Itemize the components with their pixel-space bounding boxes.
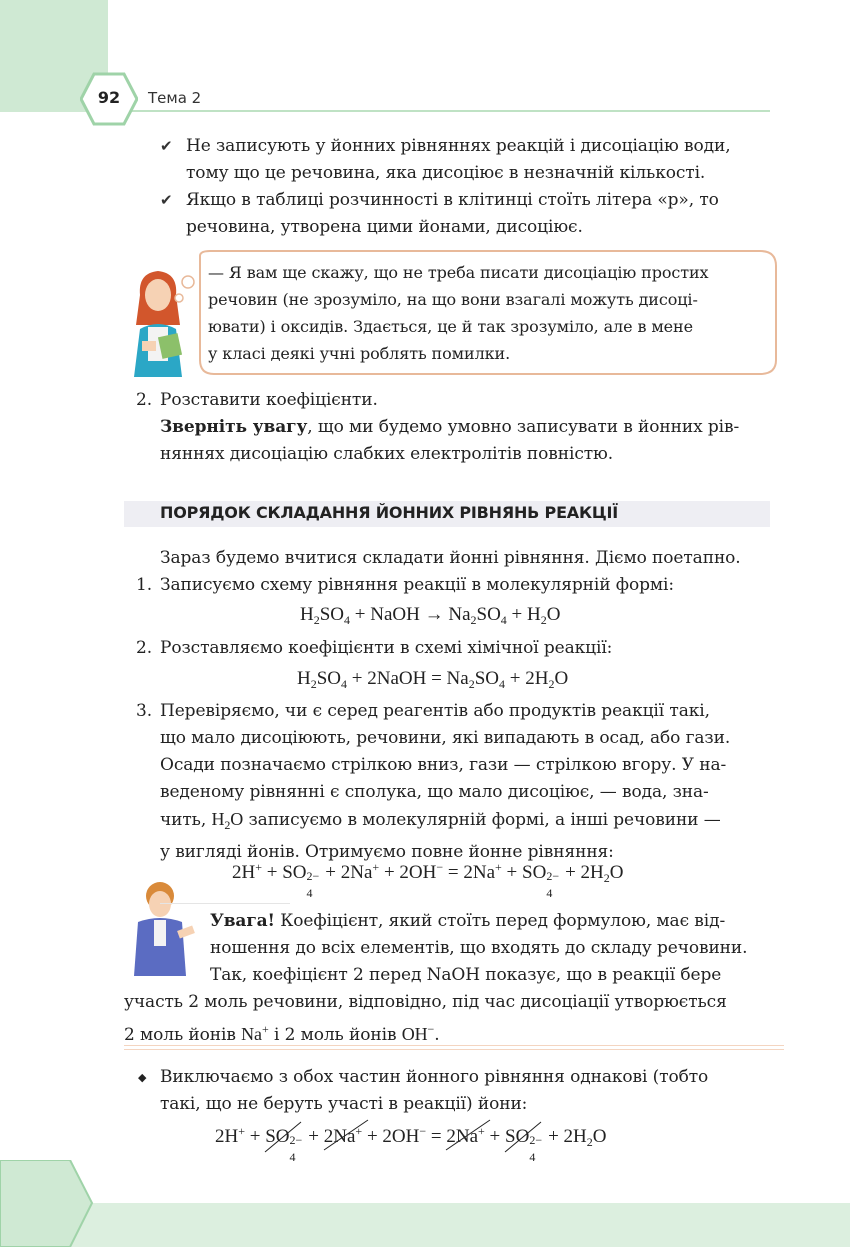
step-text: що мало дисоціюють, речовини, які випадають в осад, або гази. <box>160 728 731 748</box>
list-item <box>160 187 786 241</box>
step-text <box>160 414 780 441</box>
bubble-line: ювати) і оксидів. Здається, це й так зрозуміло, але в мене <box>208 317 693 336</box>
step-text: Перевіряємо, чи є серед реагентів або продуктів реакції такі, <box>160 701 710 721</box>
bullet-text: тому що це речовина, яка дисоціює в незначній кількості. <box>186 163 706 183</box>
step-number: 3. <box>136 701 153 721</box>
molecular-equation: $H_2SO_4$ + NaOH → $Na_2SO_4 + H_2O$ <box>300 604 561 627</box>
full-ionic-equation: 2H+ + SO 2− 4 + 2Na+ + 2OH− = 2Na+ + SO 2− 4 + $2H_2O$ <box>232 860 624 900</box>
section-title: ПОРЯДОК СКЛАДАННЯ ЙОННИХ РІВНЯНЬ РЕАКЦІЇ <box>160 503 619 522</box>
attention-line <box>124 908 784 935</box>
step-text: Записуємо схему рівняння реакції в молекулярній формі: <box>160 575 674 595</box>
step-number: 2. <box>136 390 153 410</box>
reduced-ionic-equation: 2H+ + SO 2− 4 + 2Na+ + 2OH− = 2Na+ + SO 2− 4 + $2H_2O$ <box>215 1124 606 1150</box>
header-rule <box>130 110 770 112</box>
divider <box>124 1045 784 1046</box>
last-bullet <box>138 1064 780 1118</box>
step-text: Розставляємо коефіцієнти в схемі хімічної реакції: <box>160 638 613 658</box>
bullet-text: Не записують у йонних рівняннях реакцій і дисоціацію води, <box>186 136 731 156</box>
attention-label: Увага! <box>210 911 275 931</box>
step-text <box>160 806 780 839</box>
bubble-text <box>208 259 709 367</box>
step-text-head: чить, <box>160 810 207 830</box>
attention-line: ношення до всіх елементів, що входять до складу речовини. <box>210 938 748 958</box>
coefficient-step <box>160 387 780 468</box>
hydroxide-ion: OH− <box>401 1022 435 1044</box>
attention-line: Так, коефіцієнт 2 перед NaOH показує, що в реакції бере <box>210 965 722 985</box>
step-number: 2. <box>136 638 153 658</box>
attention-block <box>124 908 784 1049</box>
sodium-ion: Na+ <box>241 1022 269 1044</box>
attention-text: і 2 моль йонів <box>273 1025 397 1045</box>
check-step <box>160 698 780 866</box>
step-text-tail: , що ми будемо умовно записувати в йонних рів- <box>307 417 740 437</box>
page-number: 92 <box>97 88 121 107</box>
bullet-text: Якщо в таблиці розчинності в клітинці стоїть літера «р», то <box>186 190 719 210</box>
bubble-line: у класі деякі учні роблять помилки. <box>208 344 511 363</box>
footer-band <box>0 1203 850 1247</box>
attention-rule <box>160 903 290 904</box>
step-text: веденому рівнянні є сполука, що мало дисоціює, — вода, зна- <box>160 782 709 802</box>
water-formula: $H_2O$ <box>211 809 244 832</box>
diamond-bullet-icon: ◆ <box>138 1071 147 1084</box>
bullet-text: речовина, утворена цими йонами, дисоціює. <box>186 217 583 237</box>
step-text: у вигляді йонів. Отримуємо повне йонне рівняння: <box>160 842 614 862</box>
attention-line: 2 моль йонів Na+ і 2 моль йонів OH−. <box>124 1022 440 1045</box>
list-item <box>160 133 786 187</box>
bullet-text: Виключаємо з обох частин йонного рівняння однакові (тобто <box>160 1067 709 1087</box>
divider <box>124 1049 784 1050</box>
step-text: Осади позначаємо стрілкою вниз, гази — стрілкою вгору. У на- <box>160 755 727 775</box>
bubble-line: речовин (не зрозуміло, на що вони взагалі можуть дисоці- <box>208 290 698 309</box>
intro-text: Зараз будемо вчитися складати йонні рівняння. Діємо поетапно. <box>160 548 741 568</box>
bullet-list <box>160 133 786 241</box>
step-number: 1. <box>136 575 153 595</box>
checkmark-icon: ✔ <box>160 191 173 209</box>
bubble-line: — Я вам ще скажу, що не треба писати дисоціацію простих <box>208 263 709 282</box>
checkmark-icon: ✔ <box>160 137 173 155</box>
balanced-equation: $H_2SO_4$ + 2NaOH = $Na_2SO_4 + 2H_2O$ <box>297 668 569 691</box>
topic-label: Тема 2 <box>148 89 202 107</box>
attention-text: 2 моль йонів <box>124 1025 236 1045</box>
bold-text: Зверніть увагу <box>160 417 308 437</box>
step-text: няннях дисоціацію слабких електролітів повністю. <box>160 444 614 464</box>
attention-line: участь 2 моль речовини, відповідно, під час дисоціації утворюється <box>124 992 727 1012</box>
footer-tab <box>0 1160 96 1247</box>
attention-text: Коефіцієнт, який стоїть перед формулою, має від- <box>274 911 726 931</box>
step-text-tail: записуємо в молекулярній формі, а інші речовини — <box>248 810 721 830</box>
bullet-text: такі, що не беруть участі в реакції) йони: <box>160 1094 528 1114</box>
step-text: Розставити коефіцієнти. <box>160 390 378 410</box>
